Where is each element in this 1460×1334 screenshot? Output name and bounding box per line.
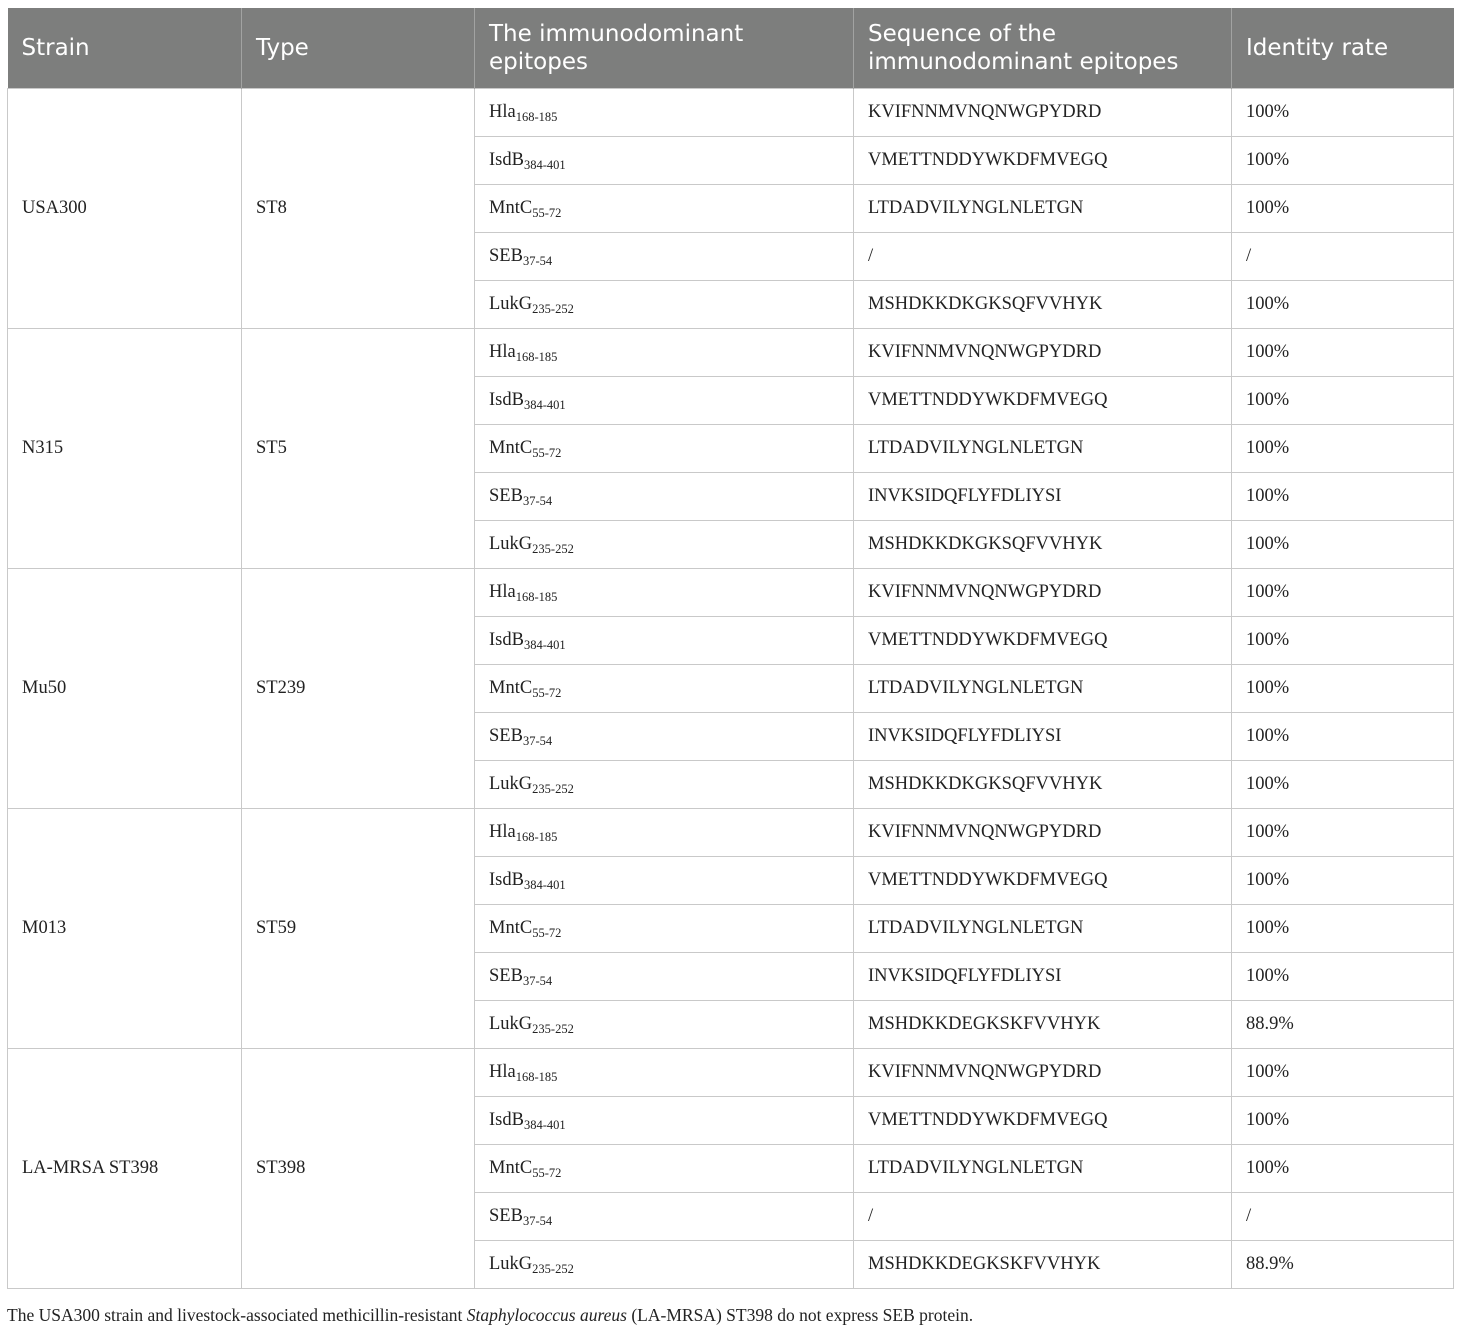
epitope-cell (475, 233, 854, 281)
epitope-residue-range: 55-72 (532, 686, 562, 700)
epitope-cell (475, 761, 854, 809)
epitope-name: MntC (489, 1158, 533, 1178)
table-row (8, 89, 1454, 137)
epitope-cell (475, 953, 854, 1001)
epitope-table (7, 8, 1454, 1289)
table-row (8, 329, 1454, 377)
footnote-species-name: Staphylococcus aureus (466, 1305, 627, 1325)
identity-rate-cell: 100% (1232, 377, 1454, 425)
identity-rate-cell: 100% (1232, 473, 1454, 521)
identity-rate-cell: 100% (1232, 281, 1454, 329)
identity-rate-cell: 100% (1232, 1049, 1454, 1097)
epitope-residue-range: 55-72 (532, 446, 562, 460)
sequence-cell: KVIFNNMVNQNWGPYDRD (854, 89, 1232, 137)
sequence-cell: KVIFNNMVNQNWGPYDRD (854, 1049, 1232, 1097)
identity-rate-cell: 100% (1232, 713, 1454, 761)
epitope-cell (475, 89, 854, 137)
epitope-residue-range: 235-252 (532, 1262, 574, 1276)
header-sequence: Sequence of the immunodominant epitopes (854, 8, 1232, 89)
epitope-name: LukG (489, 1254, 533, 1274)
epitope-residue-range: 235-252 (532, 782, 574, 796)
sequence-cell: MSHDKKDKGKSQFVVHYK (854, 521, 1232, 569)
sequence-cell: KVIFNNMVNQNWGPYDRD (854, 329, 1232, 377)
identity-rate-cell: 100% (1232, 329, 1454, 377)
epitope-residue-range: 55-72 (532, 206, 562, 220)
sequence-cell: LTDADVILYNGLNLETGN (854, 185, 1232, 233)
epitope-residue-range: 384-401 (523, 398, 566, 412)
table-row (8, 1049, 1454, 1097)
epitope-name: IsdB (489, 870, 524, 890)
epitope-name: Hla (489, 582, 516, 602)
epitope-name: Hla (489, 1062, 516, 1082)
identity-rate-cell: 100% (1232, 521, 1454, 569)
epitope-name: IsdB (489, 150, 524, 170)
epitope-name: LukG (489, 534, 533, 554)
sequence-cell: MSHDKKDKGKSQFVVHYK (854, 761, 1232, 809)
identity-rate-cell: 100% (1232, 89, 1454, 137)
sequence-cell: VMETTNDDYWKDFMVEGQ (854, 1097, 1232, 1145)
sequence-cell: INVKSIDQFLYFDLIYSI (854, 473, 1232, 521)
identity-rate-cell: 88.9% (1232, 1241, 1454, 1289)
epitope-cell (475, 137, 854, 185)
epitope-residue-range: 384-401 (523, 638, 566, 652)
strain-cell: USA300 (8, 89, 242, 329)
sequence-cell: / (854, 1193, 1232, 1241)
epitope-cell (475, 425, 854, 473)
table-footnote (7, 1305, 1453, 1326)
epitope-name: SEB (489, 246, 523, 266)
epitope-name: LukG (489, 294, 533, 314)
type-cell: ST59 (242, 809, 475, 1049)
sequence-cell: LTDADVILYNGLNLETGN (854, 665, 1232, 713)
sequence-cell: VMETTNDDYWKDFMVEGQ (854, 857, 1232, 905)
epitope-residue-range: 384-401 (523, 158, 566, 172)
epitope-name: SEB (489, 486, 523, 506)
identity-rate-cell: 100% (1232, 665, 1454, 713)
table-body (8, 89, 1454, 1289)
epitope-residue-range: 55-72 (532, 1166, 562, 1180)
sequence-cell: INVKSIDQFLYFDLIYSI (854, 713, 1232, 761)
identity-rate-cell: 100% (1232, 953, 1454, 1001)
header-row (8, 8, 1454, 89)
identity-rate-cell: 100% (1232, 905, 1454, 953)
epitope-residue-range: 235-252 (532, 1022, 574, 1036)
header-epitopes: The immunodominant epitopes (475, 8, 854, 89)
identity-rate-cell: 100% (1232, 425, 1454, 473)
sequence-cell: / (854, 233, 1232, 281)
epitope-cell (475, 1097, 854, 1145)
epitope-cell (475, 713, 854, 761)
identity-rate-cell: 88.9% (1232, 1001, 1454, 1049)
epitope-cell (475, 809, 854, 857)
epitope-cell (475, 185, 854, 233)
sequence-cell: LTDADVILYNGLNLETGN (854, 1145, 1232, 1193)
footnote-text-end: (LA-MRSA) ST398 do not express SEB protein. (626, 1305, 974, 1325)
epitope-residue-range: 55-72 (532, 926, 562, 940)
identity-rate-cell: 100% (1232, 569, 1454, 617)
epitope-residue-range: 168-185 (515, 350, 558, 364)
sequence-cell: VMETTNDDYWKDFMVEGQ (854, 377, 1232, 425)
epitope-residue-range: 168-185 (515, 110, 558, 124)
epitope-residue-range: 384-401 (523, 1118, 566, 1132)
epitope-cell (475, 1049, 854, 1097)
identity-rate-cell: / (1232, 233, 1454, 281)
header-identity-rate: Identity rate (1232, 8, 1454, 89)
strain-cell: M013 (8, 809, 242, 1049)
epitope-residue-range: 168-185 (515, 1070, 558, 1084)
epitope-cell (475, 377, 854, 425)
sequence-cell: VMETTNDDYWKDFMVEGQ (854, 617, 1232, 665)
epitope-name: MntC (489, 678, 533, 698)
epitope-cell (475, 329, 854, 377)
table-header (8, 8, 1454, 89)
epitope-residue-range: 37-54 (522, 494, 553, 508)
epitope-name: LukG (489, 774, 533, 794)
type-cell: ST398 (242, 1049, 475, 1289)
identity-rate-cell: 100% (1232, 761, 1454, 809)
epitope-name: MntC (489, 198, 533, 218)
epitope-name: Hla (489, 102, 516, 122)
sequence-cell: VMETTNDDYWKDFMVEGQ (854, 137, 1232, 185)
sequence-cell: MSHDKKDKGKSQFVVHYK (854, 281, 1232, 329)
epitope-residue-range: 37-54 (522, 974, 553, 988)
epitope-cell (475, 569, 854, 617)
epitope-residue-range: 37-54 (522, 1214, 553, 1228)
epitope-residue-range: 384-401 (523, 878, 566, 892)
header-strain: Strain (8, 8, 242, 89)
epitope-name: IsdB (489, 1110, 524, 1130)
identity-rate-cell: 100% (1232, 809, 1454, 857)
sequence-cell: LTDADVILYNGLNLETGN (854, 425, 1232, 473)
footnote-text-start: The USA300 strain and livestock-associated methicillin-resistant (7, 1305, 467, 1325)
epitope-cell (475, 1241, 854, 1289)
epitope-cell (475, 1193, 854, 1241)
sequence-cell: LTDADVILYNGLNLETGN (854, 905, 1232, 953)
identity-rate-cell: 100% (1232, 617, 1454, 665)
epitope-cell (475, 521, 854, 569)
epitope-cell (475, 473, 854, 521)
epitope-cell (475, 281, 854, 329)
epitope-name: LukG (489, 1014, 533, 1034)
type-cell: ST5 (242, 329, 475, 569)
epitope-name: SEB (489, 1206, 523, 1226)
identity-rate-cell: 100% (1232, 1097, 1454, 1145)
sequence-cell: MSHDKKDEGKSKFVVHYK (854, 1001, 1232, 1049)
type-cell: ST239 (242, 569, 475, 809)
type-cell: ST8 (242, 89, 475, 329)
epitope-cell (475, 857, 854, 905)
epitope-cell (475, 905, 854, 953)
epitope-cell (475, 665, 854, 713)
epitope-residue-range: 235-252 (532, 302, 574, 316)
identity-rate-cell: 100% (1232, 1145, 1454, 1193)
table-row (8, 569, 1454, 617)
strain-cell: N315 (8, 329, 242, 569)
epitope-residue-range: 37-54 (522, 734, 553, 748)
identity-rate-cell: 100% (1232, 857, 1454, 905)
sequence-cell: MSHDKKDEGKSKFVVHYK (854, 1241, 1232, 1289)
epitope-name: MntC (489, 438, 533, 458)
epitope-name: Hla (489, 822, 516, 842)
epitope-residue-range: 168-185 (515, 830, 558, 844)
epitope-residue-range: 235-252 (532, 542, 574, 556)
epitope-name: Hla (489, 342, 516, 362)
identity-rate-cell: / (1232, 1193, 1454, 1241)
epitope-name: SEB (489, 966, 523, 986)
header-type: Type (242, 8, 475, 89)
epitope-name: SEB (489, 726, 523, 746)
epitope-cell (475, 617, 854, 665)
epitope-cell (475, 1145, 854, 1193)
epitope-name: IsdB (489, 630, 524, 650)
epitope-residue-range: 37-54 (522, 254, 553, 268)
epitope-name: IsdB (489, 390, 524, 410)
sequence-cell: KVIFNNMVNQNWGPYDRD (854, 569, 1232, 617)
sequence-cell: KVIFNNMVNQNWGPYDRD (854, 809, 1232, 857)
epitope-name: MntC (489, 918, 533, 938)
strain-cell: LA-MRSA ST398 (8, 1049, 242, 1289)
table-row (8, 809, 1454, 857)
identity-rate-cell: 100% (1232, 185, 1454, 233)
sequence-cell: INVKSIDQFLYFDLIYSI (854, 953, 1232, 1001)
identity-rate-cell: 100% (1232, 137, 1454, 185)
epitope-cell (475, 1001, 854, 1049)
epitope-residue-range: 168-185 (515, 590, 558, 604)
strain-cell: Mu50 (8, 569, 242, 809)
